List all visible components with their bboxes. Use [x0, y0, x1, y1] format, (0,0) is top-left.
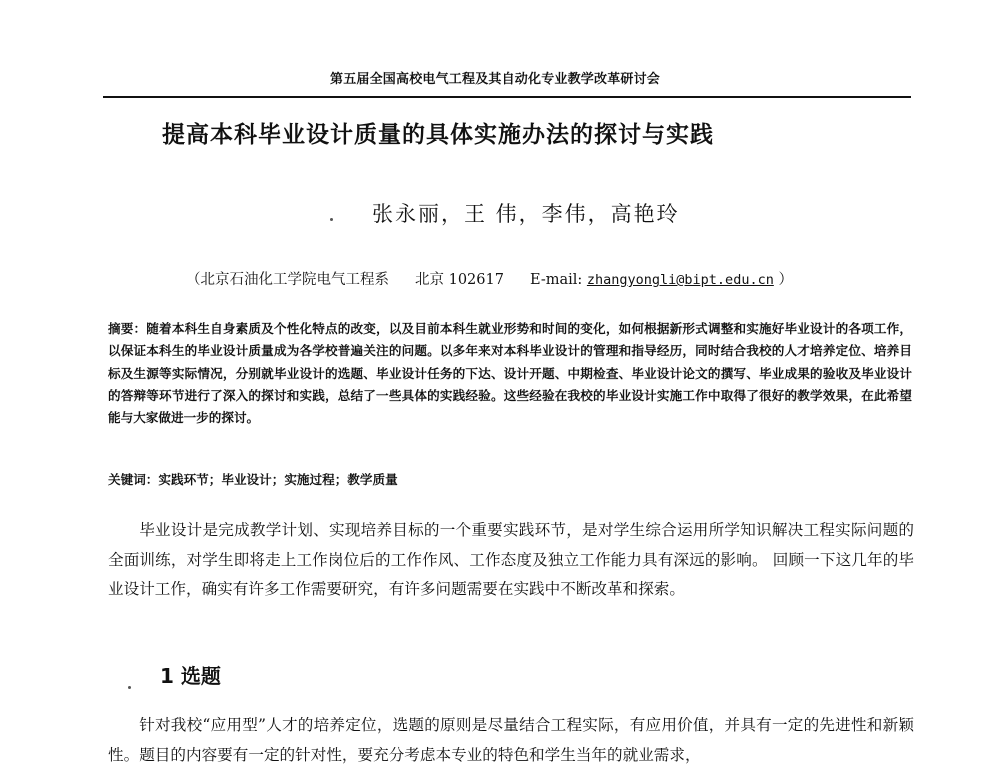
keywords-label: 关键词：: [108, 472, 159, 487]
scan-speck: [128, 686, 131, 689]
keywords-text: 实践环节；毕业设计；实施过程；教学质量: [158, 472, 398, 487]
abstract-label: 摘要：: [108, 321, 147, 336]
keywords: [108, 469, 912, 488]
abstract-text: 随着本科生自身素质及个性化特点的改变，以及目前本科生就业形势和时间的变化，如何根据新形式调整和实施好毕业设计的各项工作，以保证本科生的毕业设计质量成为各学校普遍关注的问题。以多年来对本科毕业设计的管理和指导经历，同时结合我校的人才培养定位、培养目标及生源等实际情况，分别就毕业设计的选题、毕业设计任务的下达、设计开题、中期检查、毕业设计论文的撰写、毕业成果的验收及毕业设计的答辩等环节进行了深入的探讨和实践，总结了一些具体的实践经验。这些经验在我校的毕业设计实施工作中取得了很好的教学效果，在此希望能与大家做进一步的探讨。: [108, 321, 913, 426]
email-link[interactable]: zhangyongli@bipt.edu.cn: [586, 272, 774, 288]
scan-speck: [330, 218, 333, 221]
affiliation-city-zip: 北京 102617: [415, 272, 504, 288]
section-heading-1: 1 选题: [160, 664, 221, 688]
section1-paragraph: 针对我校“应用型”人才的培养定位，选题的原则是尽量结合工程实际，有应用价值，并具有一定的先进性和新颖性。题目的内容要有一定的针对性，要充分考虑本专业的特色和学生当年的就业需求，: [108, 716, 914, 764]
abstract: [108, 318, 912, 429]
header-rule: [103, 96, 911, 98]
affiliation-close-paren: ）: [778, 272, 793, 288]
intro-paragraph: 毕业设计是完成教学计划、实现培养目标的一个重要实践环节，是对学生综合运用所学知识解决工程实际问题的全面训练，对学生即将走上工作岗位后的工作作风、工作态度及独立工作能力具有深远的影响。 回顾一下这几年的毕业设计工作，确实有许多工作需要研究，有许多问题需要在实践中不断改革和探索。: [108, 521, 914, 598]
conference-header: 第五届全国高校电气工程及其自动化专业教学改革研讨会: [330, 72, 661, 87]
author-list: 张永丽，王 伟，李伟，高艳玲: [372, 202, 680, 226]
email-label: E-mail:: [529, 272, 583, 288]
affiliation-line: [186, 268, 793, 289]
affiliation-open-paren: （: [186, 272, 201, 288]
paper-title: 提高本科毕业设计质量的具体实施办法的探讨与实践: [162, 122, 714, 148]
affiliation-institution: 北京石油化工学院电气工程系: [200, 272, 389, 288]
